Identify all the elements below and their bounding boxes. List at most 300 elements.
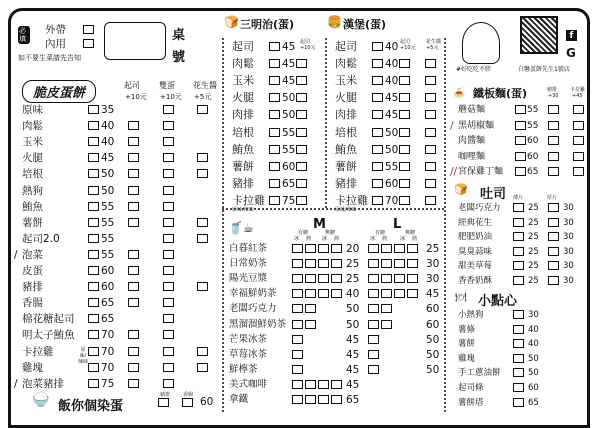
pancake-option-checkbox[interactable] [197,363,208,372]
pancake-item-checkbox[interactable] [88,347,99,356]
drink-m-checkbox[interactable] [305,380,316,389]
sandwich-option-checkbox[interactable] [296,59,307,68]
sandwich-option-checkbox[interactable] [296,145,307,154]
drink-l-price: 50 [426,363,440,376]
snack-item-checkbox[interactable] [513,325,524,334]
drink-l-checkbox[interactable] [368,365,379,374]
noodle-option-checkbox[interactable] [548,152,559,161]
pancake-item-name: 培根 [22,168,43,181]
noodle-item-name: 肉醬麵 [458,136,486,146]
pancake-item-checkbox[interactable] [88,202,99,211]
pancake-item-price: 55 [101,216,115,229]
tick-mark: // [450,166,458,178]
pancake-option-checkbox[interactable] [197,282,208,291]
noodle-item-checkbox[interactable] [515,167,526,176]
toast-thin-price: 25 [528,261,539,272]
pancake-option-checkbox[interactable] [128,186,139,195]
pancake-option-checkbox[interactable] [197,169,208,178]
toast-thin-checkbox[interactable] [513,218,524,227]
pancake-item-price: 60 [101,265,115,277]
pancake-item-price: 50 [101,168,115,181]
drink-m-checkbox[interactable] [305,320,316,329]
toast-thick-price: 30 [563,261,574,272]
burger-item-name: 玉米 [335,74,357,88]
pancake-option-checkbox[interactable] [163,137,174,146]
burger-item-checkbox[interactable] [372,128,383,137]
burger-item-checkbox[interactable] [372,76,383,85]
toast-thick-checkbox[interactable] [548,218,559,227]
pancake-item-checkbox[interactable] [88,186,99,195]
drink-l-checkbox[interactable] [381,259,392,268]
burger-option-checkbox[interactable] [425,93,436,102]
snack-item-name: 小熱狗 [458,310,484,320]
sandwich-item-checkbox[interactable] [269,145,280,154]
drink-l-checkbox[interactable] [407,259,418,268]
drink-l-checkbox[interactable] [368,304,379,313]
drink-l-price: 30 [426,273,440,286]
pancake-option-checkbox[interactable] [163,298,174,307]
pancake-item-checkbox[interactable] [88,250,99,259]
toast-thick-price: 30 [563,246,574,257]
sandwich-item-name: 起司 [232,40,254,53]
drink-l-checkbox[interactable] [381,289,392,298]
burger-option-checkbox[interactable] [425,162,436,171]
extra-price: +10元 [400,45,416,51]
sugar-label: 有糖 [298,230,309,236]
burger-item-checkbox[interactable] [372,93,383,102]
burger-option-checkbox[interactable] [425,196,436,205]
pancake-option-checkbox[interactable] [163,169,174,178]
divider [444,38,446,412]
pancake-item-price: 75 [101,377,115,390]
qr-code[interactable] [520,16,558,54]
noodle-option-checkbox[interactable] [573,121,584,130]
drink-l-checkbox[interactable] [381,244,392,253]
noodle-icon: 🍝 [452,86,466,99]
burger-option-checkbox[interactable] [399,162,410,171]
drink-l-checkbox[interactable] [381,274,392,283]
toast-thin-checkbox[interactable] [513,276,524,285]
drink-item-name: 老闆巧克力 [229,303,277,315]
burger-item-checkbox[interactable] [372,42,383,51]
drink-m-checkbox[interactable] [331,380,342,389]
drink-l-checkbox[interactable] [368,259,379,268]
pancake-option-checkbox[interactable] [128,379,139,388]
burger-option-checkbox[interactable] [425,145,436,154]
drink-l-price: 60 [426,318,440,331]
no-lettuce-note: 如不要生菜請先告知 [18,54,81,62]
noodle-option-checkbox[interactable] [573,167,584,176]
pancake-item-checkbox[interactable] [88,169,99,178]
drink-m-checkbox[interactable] [305,289,316,298]
burger-item-checkbox[interactable] [372,196,383,205]
toast-item-name: 甜美草莓 [458,261,493,272]
burger-option-checkbox[interactable] [399,93,410,102]
pancake-option-checkbox[interactable] [163,363,174,372]
pancake-item-checkbox[interactable] [88,137,99,146]
rice-option-label: 豬排 [160,392,171,398]
drink-item-name: 白暮紅茶 [229,243,268,254]
sandwich-item-name: 鮪魚 [232,142,254,156]
sandwich-option-checkbox[interactable] [296,179,307,188]
drink-m-checkbox[interactable] [292,244,303,253]
temp-label: 冰 [294,236,300,242]
extra-price: +5元 [426,45,439,51]
pancake-option-checkbox[interactable] [128,137,139,146]
burger-option-checkbox[interactable] [399,128,410,137]
takeout-checkbox[interactable] [83,25,94,34]
toast-thin-checkbox[interactable] [513,232,524,241]
pancake-item-price: 70 [101,345,115,358]
sandwich-option-checkbox[interactable] [296,196,307,205]
drink-m-checkbox[interactable] [331,274,342,283]
toast-item-name: 老闆巧克力 [458,203,501,213]
toast-thick-checkbox[interactable] [548,232,559,241]
drink-l-checkbox[interactable] [368,350,379,359]
drink-m-price: 25 [346,258,360,271]
rice-bowl-icon: 🍚 [32,392,50,408]
takeout-label: 外帶 [45,24,66,36]
pancake-item-checkbox[interactable] [88,282,99,291]
toast-thick-checkbox[interactable] [548,203,559,212]
sandwich-item-checkbox[interactable] [269,128,280,137]
pancake-item-checkbox[interactable] [88,266,99,275]
pancake-option-checkbox[interactable] [197,153,208,162]
drink-item-name: 草莓冰茶 [229,348,268,360]
pancake-option-checkbox[interactable] [163,266,174,275]
toast-thick-checkbox[interactable] [548,276,559,285]
pancake-option-checkbox[interactable] [128,250,139,259]
drink-m-checkbox[interactable] [292,335,303,344]
pancake-item-checkbox[interactable] [88,314,99,323]
pancake-option-checkbox[interactable] [128,266,139,275]
drink-m-checkbox[interactable] [318,380,329,389]
drink-m-checkbox[interactable] [292,365,303,374]
pancake-item-name: 泡菜豬排 [22,377,64,390]
pancake-item-name: 火腿 [22,152,43,165]
pancake-item-name: 鮪魚 [22,200,43,213]
sandwich-item-price: 75 [282,194,296,207]
drink-m-price: 65 [346,394,360,406]
pancake-item-checkbox[interactable] [88,234,99,243]
snack-item-checkbox[interactable] [513,310,524,319]
drink-m-checkbox[interactable] [305,244,316,253]
drink-m-checkbox[interactable] [292,320,303,329]
dine-in-checkbox[interactable] [83,39,94,48]
pancake-option-checkbox[interactable] [128,169,139,178]
noodle-option-checkbox[interactable] [548,167,559,176]
burger-item-name: 起司 [335,40,357,53]
drink-m-checkbox[interactable] [331,395,342,404]
noodle-option-checkbox[interactable] [548,136,559,145]
snack-item-price: 30 [528,310,539,320]
drink-m-checkbox[interactable] [305,274,316,283]
pancake-option-checkbox[interactable] [197,347,208,356]
flavor-note: 原味/辣味 [78,346,89,365]
sandwich-item-checkbox[interactable] [269,196,280,205]
drink-m-checkbox[interactable] [318,274,329,283]
drink-l-price: 45 [426,288,440,301]
pancake-item-price: 70 [101,329,115,342]
drink-m-checkbox[interactable] [331,259,342,268]
pancake-option-checkbox[interactable] [163,105,174,114]
noodle-option-checkbox[interactable] [573,136,584,145]
noodle-option-checkbox[interactable] [573,105,584,114]
burger-item-name: 肉鬆 [335,57,357,71]
sandwich-option-checkbox[interactable] [296,128,307,137]
toast-item-name: 臭臭蒜味 [458,246,493,257]
drink-m-checkbox[interactable] [305,304,316,313]
sandwich-item-name: 玉米 [232,74,254,88]
noodle-item-checkbox[interactable] [515,105,526,114]
burger-option-checkbox[interactable] [399,110,410,119]
noodle-item-name: 黑胡椒麵 [458,120,495,131]
drink-item-name: 鮮檸茶 [229,363,258,375]
noodle-item-price: 60 [527,151,539,162]
mascot-logo [462,22,500,64]
burger-item-checkbox[interactable] [372,59,383,68]
pancake-item-checkbox[interactable] [88,153,99,162]
drink-l-checkbox[interactable] [394,259,405,268]
drink-l-price: 50 [426,333,440,346]
pancake-option-checkbox[interactable] [197,234,208,243]
noodle-item-checkbox[interactable] [515,136,526,145]
drink-l-checkbox[interactable] [368,274,379,283]
table-number-input[interactable] [104,22,166,60]
extra-label: 起司 [400,39,411,45]
pancake-item-price: 65 [101,313,115,326]
google-icon[interactable]: G [566,46,576,60]
sandwich-item-checkbox[interactable] [269,110,280,119]
column-header: 起司 [124,81,140,90]
pancake-option-checkbox[interactable] [163,186,174,195]
pancake-item-checkbox[interactable] [88,105,99,114]
pancake-option-checkbox[interactable] [197,105,208,114]
sandwich-item-checkbox[interactable] [269,76,280,85]
sandwich-item-checkbox[interactable] [269,179,280,188]
pancake-option-checkbox[interactable] [163,202,174,211]
noodle-item-checkbox[interactable] [515,152,526,161]
drink-m-price: 25 [346,273,360,286]
toast-thin-checkbox[interactable] [513,203,524,212]
drink-m-checkbox[interactable] [331,244,342,253]
pancake-option-checkbox[interactable] [128,363,139,372]
drink-l-checkbox[interactable] [381,304,392,313]
pancake-item-name: 起司2.0 [22,232,60,245]
drink-m-checkbox[interactable] [318,259,329,268]
drink-item-name: 幸福鮮奶茶 [229,288,277,300]
burger-item-price: 55 [385,160,399,173]
section-title-snacks: 小點心 [478,294,518,309]
burger-option-checkbox[interactable] [425,76,436,85]
snack-item-checkbox[interactable] [513,368,524,377]
burger-item-name: 鮪魚 [335,142,357,156]
burger-option-checkbox[interactable] [425,59,436,68]
drink-l-checkbox[interactable] [394,244,405,253]
drink-m-checkbox[interactable] [292,380,303,389]
drink-l-checkbox[interactable] [394,289,405,298]
drink-m-checkbox[interactable] [292,289,303,298]
pancake-option-checkbox[interactable] [163,121,174,130]
drink-l-checkbox[interactable] [407,289,418,298]
burger-item-name: 豬排 [335,176,357,190]
burger-item-price: 40 [385,58,399,71]
snack-item-price: 65 [528,397,539,408]
sandwich-item-checkbox[interactable] [269,93,280,102]
pancake-item-checkbox[interactable] [88,298,99,307]
noodle-item-checkbox[interactable] [515,121,526,130]
section-title-noodles: 鐵板麵(蛋) [473,87,528,100]
sandwich-option-checkbox[interactable] [296,162,307,171]
drink-m-checkbox[interactable] [292,395,303,404]
pancake-item-price: 40 [101,120,115,133]
drink-l-checkbox[interactable] [368,335,379,344]
divider [222,38,224,412]
drink-m-checkbox[interactable] [292,304,303,313]
pancake-option-checkbox[interactable] [128,298,139,307]
rice-sausage-checkbox[interactable] [182,398,193,407]
drink-m-price: 40 [346,288,360,301]
snack-item-price: 50 [528,353,539,364]
thick-label: 厚片 [547,195,558,201]
pancake-option-checkbox[interactable] [163,250,174,259]
drink-m-checkbox[interactable] [292,274,303,283]
pancake-option-checkbox[interactable] [128,121,139,130]
flavor-note: 原味/辣味 [232,206,254,213]
noodle-option-checkbox[interactable] [548,121,559,130]
sandwich-option-checkbox[interactable] [296,110,307,119]
drink-m-checkbox[interactable] [305,259,316,268]
drink-m-checkbox[interactable] [318,289,329,298]
pancake-option-checkbox[interactable] [128,347,139,356]
snack-item-checkbox[interactable] [513,383,524,392]
divider [222,208,444,210]
rice-pork-checkbox[interactable] [158,398,169,407]
pancake-option-checkbox[interactable] [163,330,174,339]
drink-m-price: 45 [346,378,360,391]
sandwich-option-checkbox[interactable] [296,76,307,85]
pancake-item-name: 玉米 [22,136,43,149]
toast-thick-checkbox[interactable] [548,261,559,270]
pancake-item-checkbox[interactable] [88,379,99,388]
noodle-option-checkbox[interactable] [573,152,584,161]
snack-item-name: 雞塊 [458,353,476,364]
pancake-option-checkbox[interactable] [163,218,174,227]
pancake-item-checkbox[interactable] [88,363,99,372]
sandwich-item-price: 50 [282,92,296,105]
noodle-item-name: 蘑菇麵 [458,105,486,115]
pancake-item-name: 肉鬆 [22,120,43,133]
drink-l-price: 60 [426,303,440,316]
tick-mark: / [14,248,18,261]
drink-l-checkbox[interactable] [381,320,392,329]
noodle-option-checkbox[interactable] [548,105,559,114]
temp-label: 熱 [412,236,418,242]
pancake-item-checkbox[interactable] [88,330,99,339]
toast-thick-checkbox[interactable] [548,247,559,256]
snack-item-price: 40 [528,324,539,335]
sandwich-item-name: 火腿 [232,91,254,105]
rice-item-name: 飯你個染蛋 [58,399,124,414]
sandwich-item-price: 45 [282,41,296,53]
pancake-option-checkbox[interactable] [128,202,139,211]
toast-thin-price: 25 [528,232,539,243]
burger-item-checkbox[interactable] [372,162,383,171]
drink-l-checkbox[interactable] [407,244,418,253]
drink-item-name: 芒果冰茶 [229,333,268,345]
sandwich-item-checkbox[interactable] [269,59,280,68]
pancake-option-checkbox[interactable] [163,379,174,388]
pancake-item-checkbox[interactable] [88,218,99,227]
drink-m-checkbox[interactable] [318,395,329,404]
pancake-option-checkbox[interactable] [163,234,174,243]
pancake-option-checkbox[interactable] [163,282,174,291]
pancake-option-checkbox[interactable] [128,330,139,339]
pancake-option-checkbox[interactable] [163,347,174,356]
toast-thin-checkbox[interactable] [513,261,524,270]
burger-option-checkbox[interactable] [399,145,410,154]
pancake-option-checkbox[interactable] [163,153,174,162]
snack-item-checkbox[interactable] [513,398,524,407]
pancake-option-checkbox[interactable] [163,314,174,323]
burger-option-checkbox[interactable] [425,179,436,188]
drink-l-checkbox[interactable] [368,244,379,253]
burger-option-checkbox[interactable] [425,128,436,137]
burger-option-checkbox[interactable] [399,179,410,188]
drink-m-checkbox[interactable] [292,350,303,359]
drink-m-checkbox[interactable] [318,244,329,253]
noodle-item-name: 宮保雞丁麵 [458,167,504,177]
burger-option-checkbox[interactable] [399,59,410,68]
burger-item-checkbox[interactable] [372,110,383,119]
drink-m-checkbox[interactable] [292,259,303,268]
pancake-option-checkbox[interactable] [128,218,139,227]
store-name: 白馨蛋餅先生1號店 [518,66,570,73]
burger-option-checkbox[interactable] [425,110,436,119]
burger-item-checkbox[interactable] [372,145,383,154]
column-price: +10元 [125,93,147,101]
drink-l-checkbox[interactable] [407,274,418,283]
facebook-icon[interactable]: f [566,30,577,41]
drink-m-checkbox[interactable] [331,289,342,298]
pancake-item-price: 55 [101,200,115,213]
drink-l-checkbox[interactable] [394,274,405,283]
flavor-note: 原味/辣味 [335,206,357,213]
drink-item-name: 陽光豆漿 [229,273,268,285]
sandwich-item-price: 45 [282,75,296,88]
snack-item-checkbox[interactable] [513,354,524,363]
pancake-item-name: 皮蛋 [22,265,43,277]
toast-thin-price: 25 [528,276,539,286]
snack-item-checkbox[interactable] [513,339,524,348]
burger-option-checkbox[interactable] [399,196,410,205]
pancake-option-checkbox[interactable] [128,153,139,162]
toast-icon: 🍞 [454,183,468,196]
pancake-item-checkbox[interactable] [88,121,99,130]
pancake-option-checkbox[interactable] [128,282,139,291]
burger-item-checkbox[interactable] [372,179,383,188]
drink-l-checkbox[interactable] [368,289,379,298]
drink-l-checkbox[interactable] [368,320,379,329]
sandwich-item-checkbox[interactable] [269,42,280,51]
pancake-option-checkbox[interactable] [197,218,208,227]
toast-thin-checkbox[interactable] [513,247,524,256]
burger-option-checkbox[interactable] [399,76,410,85]
sandwich-item-checkbox[interactable] [269,162,280,171]
temp-label: 熱 [306,236,312,242]
drink-m-checkbox[interactable] [305,395,316,404]
sandwich-option-checkbox[interactable] [296,93,307,102]
